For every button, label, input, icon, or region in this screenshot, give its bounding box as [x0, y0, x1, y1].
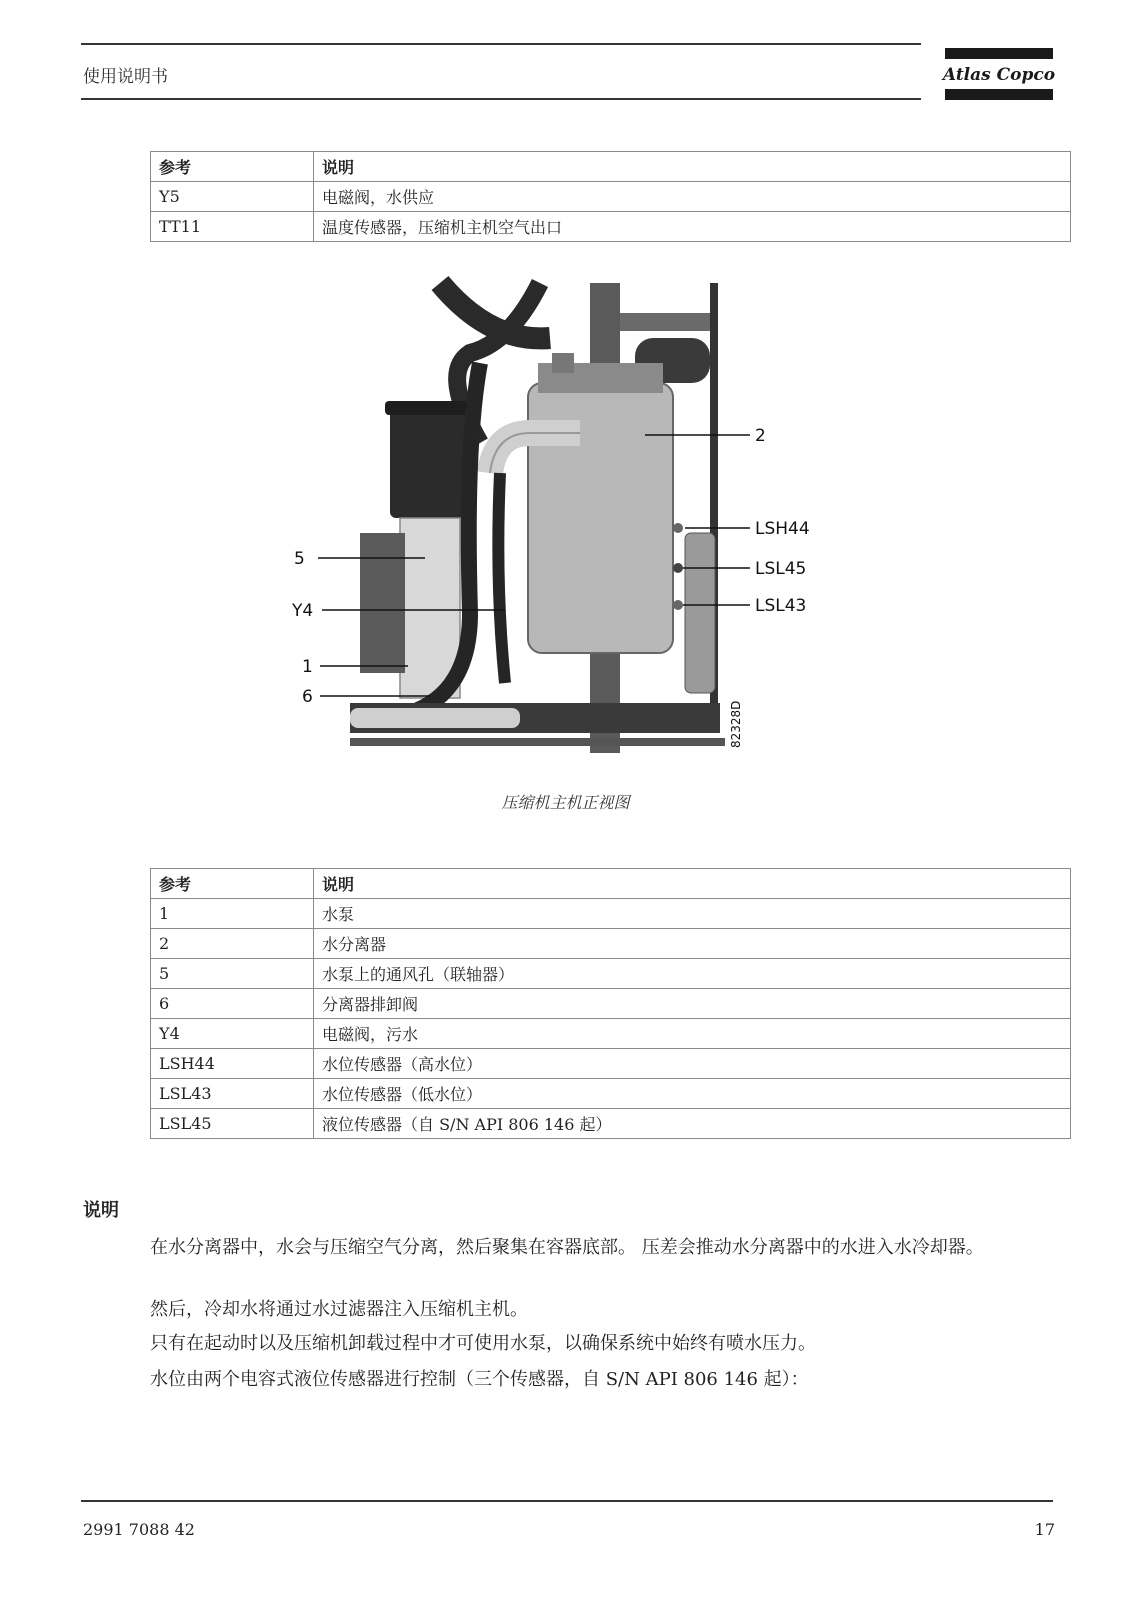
table-row: [151, 1019, 1071, 1049]
compressor-front-view-figure: [290, 283, 810, 773]
table-row: [151, 212, 1071, 242]
table-cell-ref: Y5: [151, 182, 314, 212]
table-row: [151, 989, 1071, 1019]
callout-label-lsl45: LSL45: [755, 559, 807, 579]
paragraph: 水位由两个电容式液位传感器进行控制（三个传感器，自 S/N API 806 146 起）：: [150, 1369, 809, 1390]
header-rule-bottom: [81, 98, 921, 100]
paragraph: 然后，冷却水将通过水过滤器注入压缩机主机。: [150, 1299, 528, 1320]
document-number: 2991 7088 42: [83, 1520, 195, 1539]
callout-label-y4: Y4: [292, 601, 314, 621]
table-row: [151, 182, 1071, 212]
table-cell-desc: 水位传感器（低水位）: [314, 1079, 1071, 1109]
header-title: 使用说明书: [83, 67, 168, 87]
reference-table-2: [150, 868, 1071, 1139]
callout-label-5: 5: [294, 549, 305, 569]
callout-label-lsh44: LSH44: [755, 519, 810, 539]
table-cell-desc: 液位传感器（自 S/N API 806 146 起）: [314, 1109, 1071, 1139]
paragraph: 只有在起动时以及压缩机卸载过程中才可使用水泵，以确保系统中始终有喷水压力。: [150, 1333, 816, 1354]
table-row: [151, 959, 1071, 989]
callout-label-1: 1: [302, 657, 313, 677]
callout-label-2: 2: [755, 426, 766, 446]
table-cell-ref: LSL45: [151, 1109, 314, 1139]
table-cell-desc: 电磁阀，污水: [314, 1019, 1071, 1049]
callout-label-lsl43: LSL43: [755, 596, 807, 616]
table-cell-desc: 水泵: [314, 899, 1071, 929]
footer-rule: [81, 1500, 1053, 1502]
table-row: [151, 1079, 1071, 1109]
table-row: [151, 899, 1071, 929]
table-row: [151, 1049, 1071, 1079]
table-cell-desc: 水位传感器（高水位）: [314, 1049, 1071, 1079]
table1-header-desc: 说明: [314, 152, 1071, 182]
figure-caption: 压缩机主机正视图: [501, 793, 630, 812]
table-row: [151, 1109, 1071, 1139]
atlas-copco-logo: [942, 48, 1056, 100]
header-rule-top: [81, 43, 921, 45]
table-row: [151, 929, 1071, 959]
table-cell-ref: LSL43: [151, 1079, 314, 1109]
table-cell-ref: 6: [151, 989, 314, 1019]
table-cell-ref: 5: [151, 959, 314, 989]
page-number: 17: [1034, 1520, 1055, 1539]
section-heading: 说明: [83, 1200, 119, 1221]
table-cell-ref: Y4: [151, 1019, 314, 1049]
table-cell-ref: 2: [151, 929, 314, 959]
table-cell-desc: 分离器排卸阀: [314, 989, 1071, 1019]
table2-header-ref: 参考: [151, 869, 314, 899]
table-cell-desc: 水分离器: [314, 929, 1071, 959]
table-cell-ref: LSH44: [151, 1049, 314, 1079]
callout-label-6: 6: [302, 687, 313, 707]
table-cell-desc: 电磁阀，水供应: [314, 182, 1071, 212]
table2-header-desc: 说明: [314, 869, 1071, 899]
table-cell-ref: TT11: [151, 212, 314, 242]
table1-header-ref: 参考: [151, 152, 314, 182]
table-cell-desc: 水泵上的通风孔（联轴器）: [314, 959, 1071, 989]
figure-code: 82328D: [729, 700, 743, 748]
reference-table-1: [150, 151, 1071, 242]
table-cell-desc: 温度传感器，压缩机主机空气出口: [314, 212, 1071, 242]
paragraph: 在水分离器中，水会与压缩空气分离，然后聚集在容器底部。 压差会推动水分离器中的水进入水冷却器。: [150, 1237, 984, 1258]
table-cell-ref: 1: [151, 899, 314, 929]
logo-text: Atlas Copco: [942, 65, 1056, 85]
